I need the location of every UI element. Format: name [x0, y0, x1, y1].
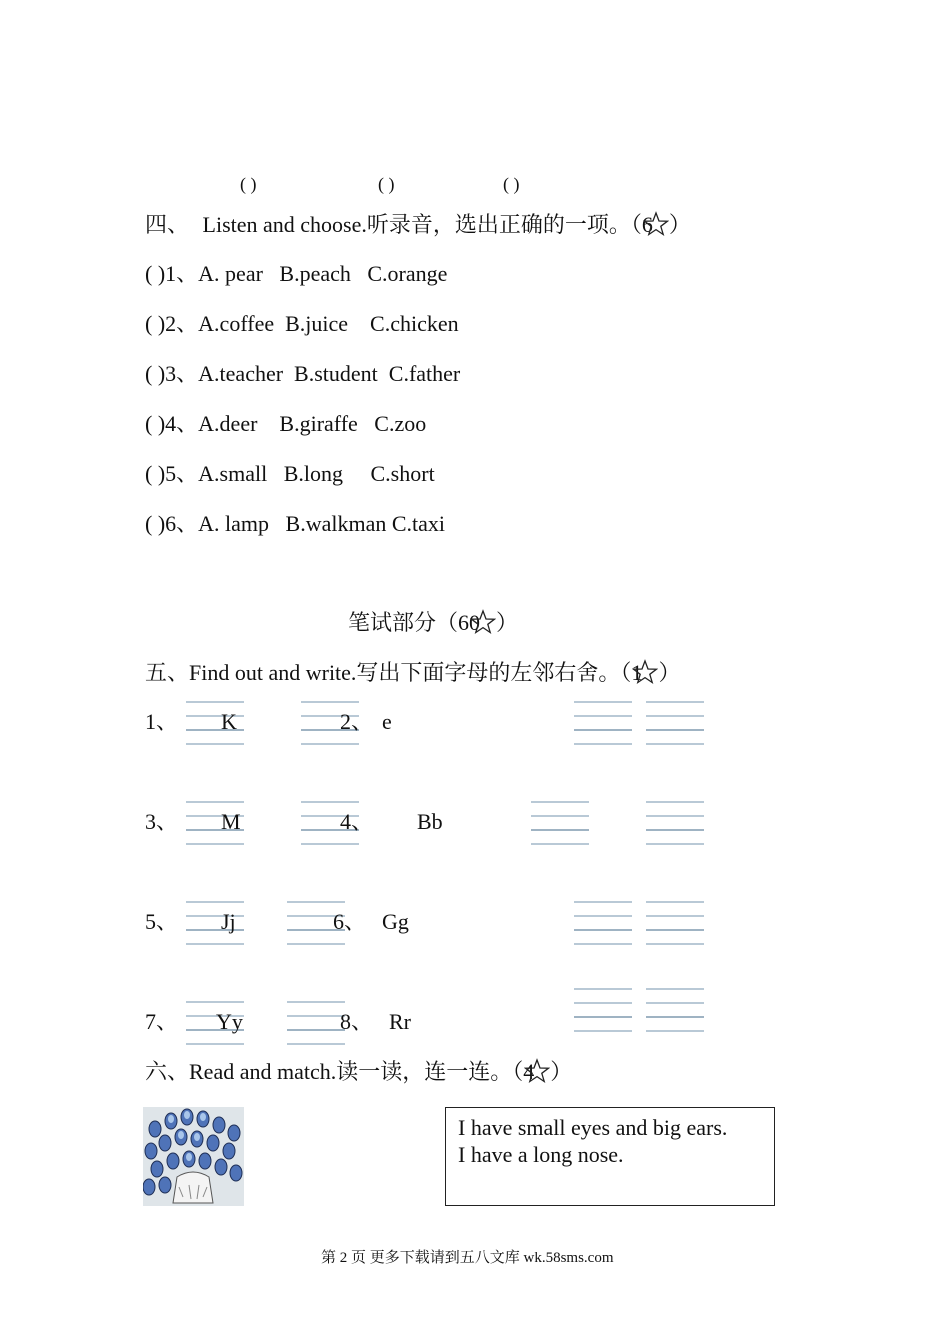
section4-heading: [145, 211, 691, 238]
writing-grid[interactable]: [646, 701, 704, 745]
question-options: A.teacher B.student C.father: [198, 361, 461, 386]
written-part-heading: [348, 609, 518, 636]
writing-grid[interactable]: [287, 1001, 345, 1045]
question-number: 5、: [165, 461, 199, 486]
section5-heading: [145, 659, 680, 686]
description-line-1: I have small eyes and big ears.: [458, 1115, 728, 1140]
letter-prompt: M: [221, 809, 241, 834]
question-number: 3、: [165, 361, 199, 386]
answer-blank: ( ): [145, 261, 166, 286]
letter-prompt: Rr: [389, 1009, 411, 1034]
section5-close: ）: [658, 660, 681, 685]
question-number: 2、: [165, 311, 199, 336]
letter-prompt: e: [382, 709, 392, 734]
question-options: A.coffee B.juice C.chicken: [198, 311, 459, 336]
question-options: A. lamp B.walkman C.taxi: [198, 511, 446, 536]
description-box[interactable]: [445, 1107, 775, 1206]
question-options: A.deer B.giraffe C.zoo: [198, 411, 427, 436]
letter-prompt: K: [221, 709, 237, 734]
writing-grid[interactable]: [574, 988, 632, 1032]
writing-grid[interactable]: [646, 801, 704, 845]
written-part-title: 笔试部分（60: [348, 610, 481, 635]
letter-prompt: Gg: [382, 909, 409, 934]
section4-title: Listen and choose.听录音，选出正确的一项。（6: [202, 212, 653, 237]
letter-item-number: 8、: [340, 1009, 374, 1034]
letter-item-number: 3、: [145, 809, 179, 834]
question-number: 4、: [165, 411, 199, 436]
answer-blank: ( ): [145, 511, 166, 536]
question-number: 6、: [165, 511, 199, 536]
question-row: [145, 511, 445, 537]
answer-paren-2: ( ): [378, 174, 395, 194]
section6-close: ）: [550, 1059, 573, 1084]
section5-title: 五、Find out and write.写出下面字母的左邻右舍。（1: [145, 660, 643, 685]
question-row: [145, 311, 459, 337]
writing-grid[interactable]: [531, 801, 589, 845]
section6-heading: [145, 1058, 572, 1085]
star-outline-icon: [632, 659, 658, 685]
letter-item-number: 4、: [340, 809, 374, 834]
star-outline-icon: [524, 1058, 550, 1084]
letter-prompt: Jj: [221, 909, 236, 934]
answer-paren-1: ( ): [240, 174, 257, 194]
answer-blank: ( ): [145, 461, 166, 486]
page-footer: 第 2 页 更多下载请到五八文库 wk.58sms.com: [321, 1250, 614, 1266]
letter-prompt: Yy: [216, 1009, 243, 1034]
writing-grid[interactable]: [574, 901, 632, 945]
answer-blank: ( ): [145, 411, 166, 436]
question-row: [145, 411, 426, 437]
writing-grid[interactable]: [646, 988, 704, 1032]
section6-title: 六、Read and match.读一读，连一连。（4: [145, 1059, 535, 1084]
question-options: A.small B.long C.short: [198, 461, 435, 486]
letter-item-number: 5、: [145, 909, 179, 934]
writing-grid[interactable]: [574, 701, 632, 745]
star-outline-icon: [470, 609, 496, 635]
section4-close: ）: [668, 212, 691, 237]
letter-prompt: Bb: [417, 809, 443, 834]
question-row: [145, 461, 435, 487]
description-line-2: I have a long nose.: [458, 1142, 624, 1167]
writing-grid[interactable]: [646, 901, 704, 945]
letter-item-number: 6、: [333, 909, 367, 934]
answer-paren-3: ( ): [503, 174, 520, 194]
answer-blank: ( ): [145, 361, 166, 386]
answer-blank: ( ): [145, 311, 166, 336]
peacock-picture[interactable]: [143, 1107, 244, 1206]
section4-number: 四、: [145, 212, 190, 237]
star-outline-icon: [643, 211, 669, 237]
question-options: A. pear B.peach C.orange: [198, 261, 448, 286]
letter-item-number: 7、: [145, 1009, 179, 1034]
question-number: 1、: [165, 261, 199, 286]
letter-item-number: 2、: [340, 709, 374, 734]
letter-item-number: 1、: [145, 709, 179, 734]
question-row: [145, 261, 447, 287]
written-part-close: ）: [496, 610, 519, 635]
question-row: [145, 361, 460, 387]
